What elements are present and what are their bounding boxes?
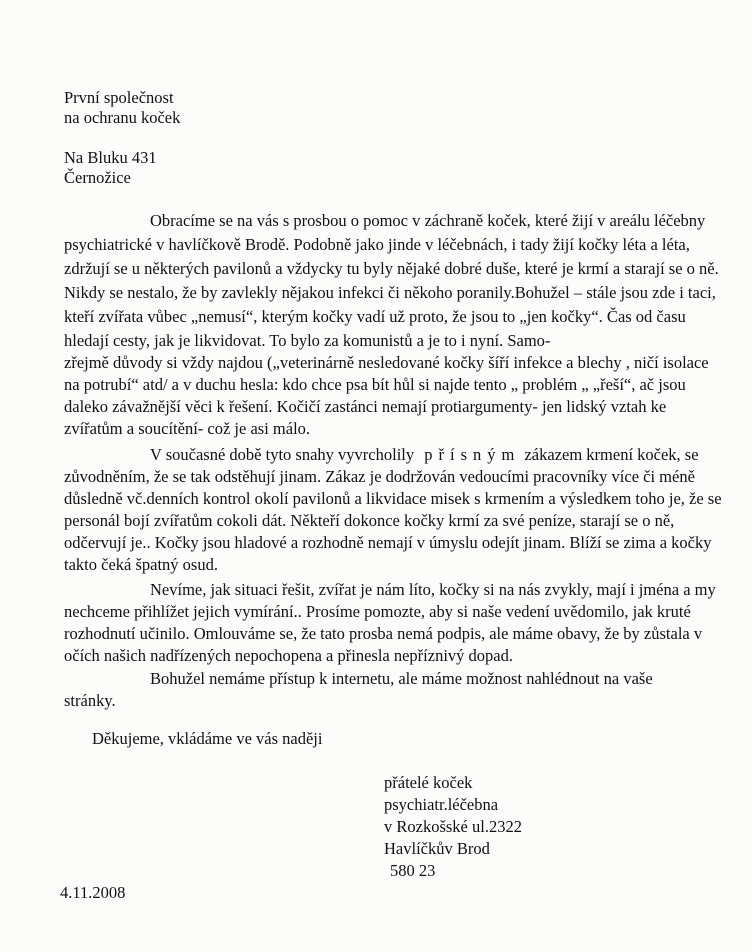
letter-date: 4.11.2008: [60, 883, 126, 902]
body-line: Nikdy se nestalo, že by zavlekly nějakou infekci či někoho poranily.Bohužel – stále jsou zde i taci,: [64, 283, 716, 302]
body-line: stránky.: [64, 691, 116, 710]
sender-postcode: 580 23: [390, 861, 436, 880]
body-line: očích našich nadřízených nepochopena a přinesla nepříznivý dopad.: [64, 646, 513, 665]
body-line: důsledně vč.denních kontrol okolí pavilonů a likvidace misek s krmením a výsledkem toho je, že se: [64, 489, 722, 508]
body-line: psychiatrické v havlíčkově Brodě. Podobně jako jinde v léčebnách, i tady žijí kočky léta a léta,: [64, 235, 690, 254]
body-line: rozhodnutí učinilo. Omlouváme se, že tato prosba nemá podpis, ale máme obavy, že by zůstala v: [64, 624, 703, 643]
body-text: zákazem krmení koček, se: [524, 445, 699, 464]
recipient-name-line2: na ochranu koček: [64, 108, 181, 127]
body-line: Nevíme, jak situaci řešit, zvířat je nám líto, kočky si na nás zvykly, mají i jména a my: [150, 580, 716, 599]
emphasized-word: přísným: [424, 445, 521, 464]
body-line: zůvodněním, že se tak odstěhují jinam. Zákaz je dodržován vedoucími pracovníky více či méně: [64, 467, 695, 486]
sender-street: v Rozkošské ul.2322: [384, 817, 522, 836]
closing-line: Děkujeme, vkládáme ve vás naději: [92, 729, 323, 748]
sender-institution: psychiatr.léčebna: [384, 795, 499, 814]
body-line: [150, 445, 699, 465]
recipient-street: Na Bluku 431: [64, 148, 157, 167]
body-line: hledají cesty, jak je likvidovat. To bylo za komunistů a je to i nyní. Samo-: [64, 331, 551, 350]
body-text: V současné době tyto snahy vyvrcholily: [150, 445, 415, 464]
body-line: zdržují se u některých pavilonů a vždycky tu byly nějaké dobré duše, které je krmí a starají se o ně.: [64, 259, 719, 278]
body-line: zvířatům a soucítění- což je asi málo.: [64, 419, 311, 438]
body-line: personál bojí zvířatům cokoli dát. Někteří dokonce kočky krmí za své peníze, starají se o ně,: [64, 511, 675, 530]
body-line: zřejmě důvody si vždy najdou („veterinárně nesledované kočky šíří infekce a blechy , ničí isolace: [64, 353, 709, 372]
body-line: Bohužel nemáme přístup k internetu, ale máme možnost nahlédnout na vaše: [150, 669, 653, 688]
sender-city: Havlíčkův Brod: [384, 839, 490, 858]
sender-name: přátelé koček: [384, 773, 473, 792]
body-line: nechceme přihlížet jejich vymírání.. Prosíme pomozte, aby si naše vedení uvědomilo, jak kruté: [64, 602, 691, 621]
body-line: daleko závažnější věci k řešení. Kočičí zastánci nemají protiargumenty- jen lidský vztah ke: [64, 397, 667, 416]
recipient-city: Černožice: [64, 168, 131, 187]
recipient-name-line1: První společnost: [64, 88, 174, 107]
body-line: kteří zvířata vůbec „nemusí“, kterým kočky vadí už proto, že jsou to „jen kočky“. Čas od času: [64, 307, 686, 326]
body-line: Obracíme se na vás s prosbou o pomoc v záchraně koček, které žijí v areálu léčebny: [150, 211, 706, 230]
body-line: takto čeká špatný osud.: [64, 555, 218, 574]
body-line: na potrubí“ atd/ a v duchu hesla: kdo chce psa bít hůl si najde tento „ problém „ „řeší“, ač jsou: [64, 375, 686, 394]
body-line: odčervují je.. Kočky jsou hladové a rozhodně nemají v úmyslu odejít jinam. Blíží se zima a kočky: [64, 533, 712, 552]
